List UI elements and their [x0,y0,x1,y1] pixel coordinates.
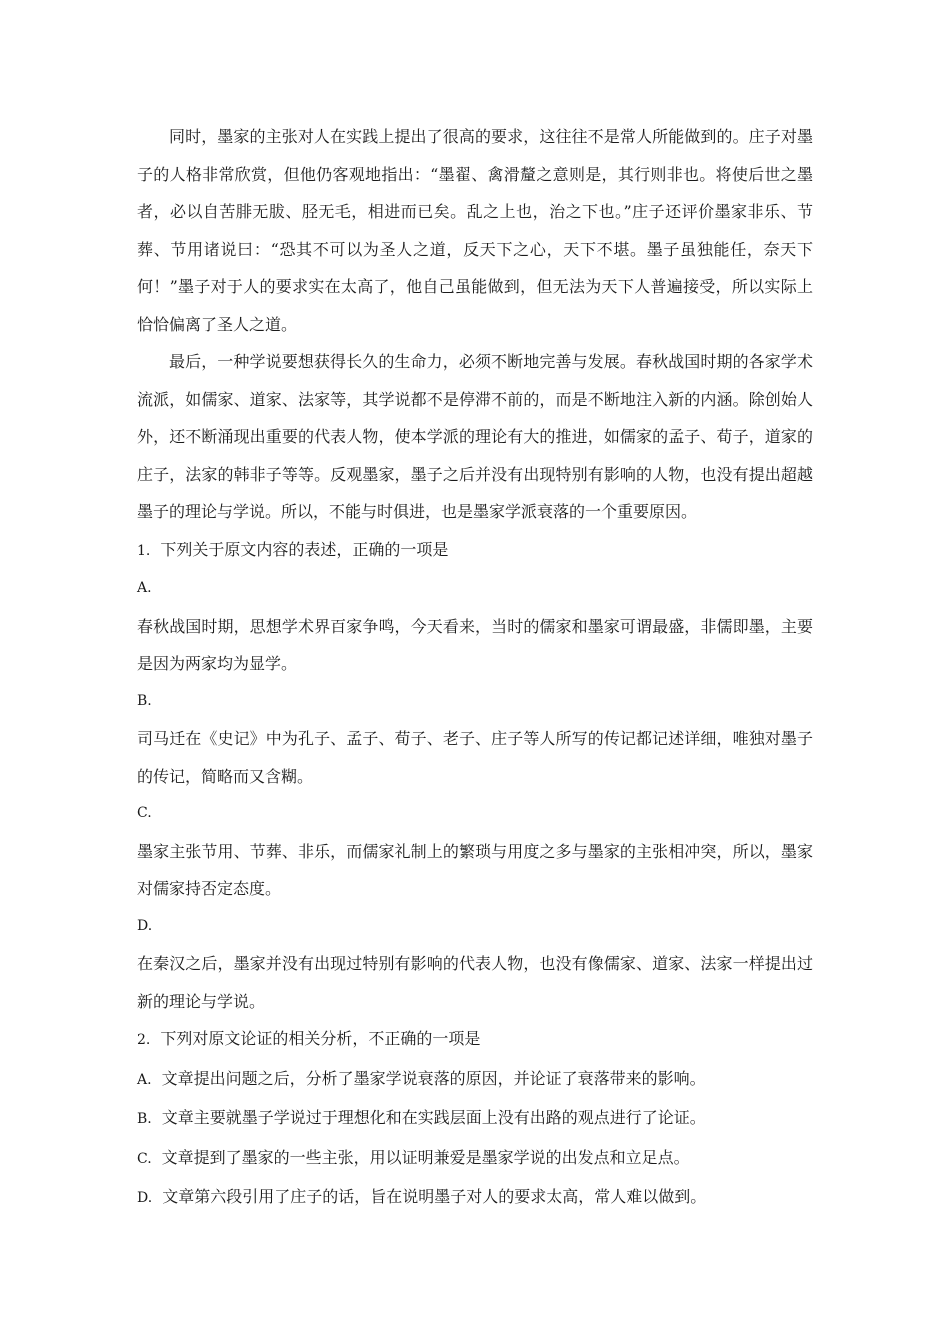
option-letter: C. [137,805,152,821]
option-letter: D. [137,1190,153,1206]
document-page [137,118,813,1218]
option-text: 文章第六段引用了庄子的话，旨在说明墨子对人的要求太高，常人难以做到。 [162,1187,707,1206]
option-text: 文章提出问题之后，分析了墨家学说衰落的原因，并论证了衰落带来的影响。 [161,1068,706,1088]
option-letter: A. [137,580,152,596]
option-line [137,1178,813,1218]
question-number: 1. [137,542,151,559]
option-text: 文章主要就墨子学说过于理想化和在实践层面上没有出路的观点进行了论证。 [161,1108,706,1127]
option-text: 在秦汉之后，墨家并没有出现过特别有影响的代表人物，也没有像儒家、道家、法家一样提出过新的理论与学说。 [137,954,813,1011]
option-line [137,1060,813,1100]
option-letter: A. [137,1071,152,1088]
passage-paragraph: 同时，墨家的主张对人在实践上提出了很高的要求，这往往不是常人所能做到的。庄子对墨子的人格非常欣赏，但他仍客观地指出：“墨翟、禽滑釐之意则是，其行则非也。将使后世之墨者，必以自苦腓无胈、胫无毛，相进而已矣。乱之上也，治之下也。”庄子还评价墨家非乐、节葬、节用诸说曰：“恐其不可以为圣人之道，反天下之心，天下不堪。墨子虽独能任，奈天下何！”墨子对于人的要求实在太高了，他自己虽能做到，但无法为天下人普遍接受，所以实际上恰恰偏离了圣人之道。 [137,127,813,334]
option-letter: C. [137,1150,152,1167]
option-text: 司马迁在《史记》中为孔子、孟子、荀子、老子、庄子等人所写的传记都记述详细，唯独对墨子的传记，简略而又含糊。 [137,729,813,786]
option-line [137,1139,813,1179]
question-1-stem [137,531,813,571]
option-letter: B. [137,1111,152,1127]
option-text: 墨家主张节用、节葬、非乐，而儒家礼制上的繁琐与用度之多与墨家的主张相冲突，所以，墨家对儒家持否定态度。 [137,841,813,898]
option-letter: D. [137,917,153,934]
question-number: 2. [137,1032,151,1048]
option-letter: B. [137,692,152,709]
question-2-stem [137,1020,813,1060]
option-text: 文章提到了墨家的一些主张，用以证明兼爱是墨家学说的出发点和立足点。 [161,1147,690,1167]
option-line [137,1099,813,1139]
option-text: 春秋战国时期，思想学术界百家争鸣，今天看来，当时的儒家和墨家可谓最盛，非儒即墨，主要是因为两家均为显学。 [137,616,813,673]
passage-paragraph: 最后，一种学说要想获得长久的生命力，必须不断地完善与发展。春秋战国时期的各家学术流派，如儒家、道家、法家等，其学说都不是停滞不前的，而是不断地注入新的内涵。除创始人外，还不断涌现出重要的代表人物，使本学派的理论有大的推进，如儒家的孟子、荀子，道家的庄子，法家的韩非子等等。反观墨家，墨子之后并没有出现特别有影响的人物，也没有提出超越墨子的理论与学说。所以，不能与时俱进，也是墨家学派衰落的一个重要原因。 [137,352,813,521]
question-text: 下列关于原文内容的表述，正确的一项是 [160,539,449,559]
question-text: 下列对原文论证的相关分析，不正确的一项是 [160,1029,481,1048]
